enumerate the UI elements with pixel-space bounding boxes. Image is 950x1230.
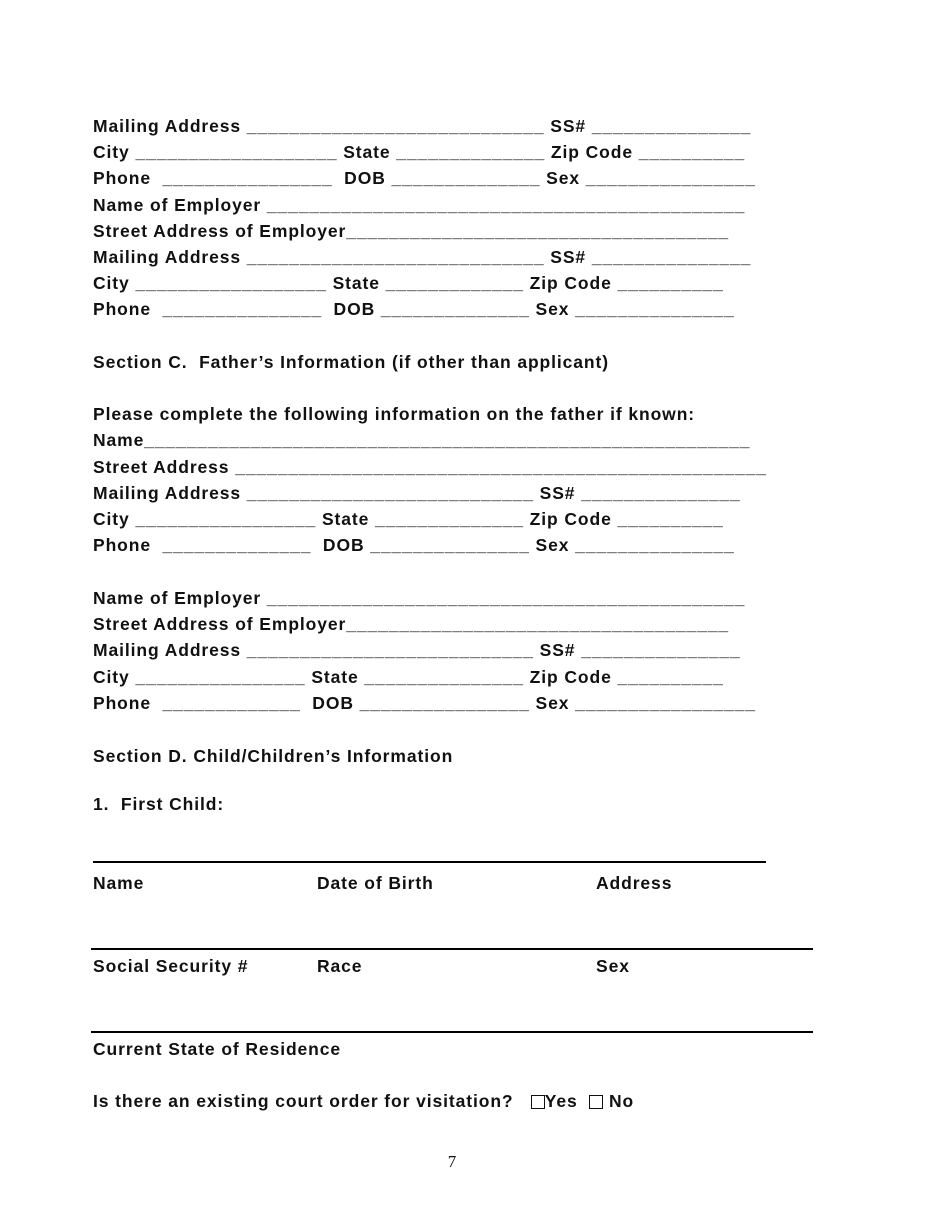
ssn-blank[interactable]: _______________ [591,116,752,136]
yes-label: Yes [544,1091,578,1111]
father-employer-name-line [93,588,745,608]
zip-label: Zip Code [529,667,612,687]
employer-name-blank[interactable]: _____________________________________________ [266,588,746,608]
section-c-heading: Section C. Father’s Information (if other than applicant) [93,352,609,372]
phone-dob-sex-line [93,168,756,188]
ssn-label: SS# [550,116,587,136]
city-label: City [93,667,130,687]
mailing-address-label: Mailing Address [93,247,242,267]
sex-blank[interactable]: _______________ [575,535,735,555]
zip-blank[interactable]: __________ [638,142,746,162]
ssn-blank[interactable]: _______________ [591,247,752,267]
city-state-zip-line [93,142,745,162]
employer-address-label: Street Address of Employer [93,221,347,241]
child-residence-rule[interactable] [91,1031,813,1033]
zip-blank[interactable]: __________ [617,509,724,529]
employer-city-line [93,273,724,293]
phone-blank[interactable]: _______________ [162,299,323,319]
visitation-question: Is there an existing court order for visitation? [93,1091,514,1111]
state-label: State [343,142,391,162]
col-name-label: Name [93,873,145,893]
employer-phone-line [93,299,735,319]
dob-blank[interactable]: ______________ [380,299,530,319]
sex-blank[interactable]: _________________ [575,693,756,713]
phone-blank[interactable]: ______________ [162,535,312,555]
father-name-line [93,430,750,450]
employer-name-line [93,195,745,215]
ssn-label: SS# [539,483,576,503]
city-label: City [93,509,130,529]
col-address-label: Address [596,873,673,893]
sex-label: Sex [535,693,570,713]
street-address-blank[interactable]: __________________________________________________ [235,457,767,477]
page-number: 7 [447,1152,457,1171]
zip-blank[interactable]: __________ [617,273,724,293]
father-name-label: Name [93,430,145,450]
state-blank[interactable]: _____________ [385,273,524,293]
father-employer-phone-line [93,693,756,713]
zip-label: Zip Code [529,509,612,529]
zip-label: Zip Code [529,273,612,293]
employer-name-label: Name of Employer [93,195,262,215]
street-address-label: Street Address [93,457,230,477]
state-label: State [321,509,370,529]
mailing-address-label: Mailing Address [93,640,242,660]
city-blank[interactable]: ________________ [135,667,306,687]
employer-address-blank[interactable]: ____________________________________ [346,614,730,634]
mailing-address-blank[interactable]: ___________________________ [246,483,534,503]
col-ssn-label: Social Security # [93,956,249,976]
father-name-blank[interactable]: _________________________________________________________ [144,430,751,450]
city-blank[interactable]: _________________ [135,509,317,529]
employer-mailing-line [93,247,751,267]
sex-label: Sex [546,168,580,188]
phone-label: Phone [93,299,151,319]
dob-blank[interactable]: _______________ [370,535,530,555]
father-city-line [93,509,724,529]
sex-label: Sex [535,299,570,319]
no-label: No [608,1091,635,1111]
zip-label: Zip Code [550,142,633,162]
mailing-address-blank[interactable]: ____________________________ [246,247,545,267]
father-employer-address-line [93,614,729,634]
zip-blank[interactable]: __________ [617,667,724,687]
dob-label: DOB [312,693,354,713]
phone-label: Phone [93,168,151,188]
city-blank[interactable]: ___________________ [135,142,338,162]
sex-blank[interactable]: ________________ [585,168,756,188]
child-name-rule[interactable] [93,861,766,863]
ssn-label: SS# [550,247,587,267]
father-phone-line [93,535,735,555]
phone-blank[interactable]: _____________ [162,693,301,713]
dob-label: DOB [333,299,376,319]
mailing-address-line [93,116,751,136]
mailing-address-blank[interactable]: ___________________________ [246,640,534,660]
dob-label: DOB [322,535,365,555]
child-ssn-rule[interactable] [91,948,813,950]
state-blank[interactable]: _______________ [364,667,524,687]
dob-blank[interactable]: ________________ [359,693,530,713]
father-mailing-line [93,483,741,503]
section-d-heading: Section D. Child/Children’s Information [93,746,454,766]
state-label: State [311,667,359,687]
employer-address-blank[interactable]: ____________________________________ [346,221,730,241]
employer-address-line [93,221,729,241]
city-label: City [93,273,130,293]
state-label: State [332,273,380,293]
dob-label: DOB [344,168,386,188]
mailing-address-blank[interactable]: ____________________________ [246,116,545,136]
ssn-blank[interactable]: _______________ [581,483,741,503]
sex-label: Sex [535,535,570,555]
col-dob-label: Date of Birth [317,873,434,893]
father-employer-mailing-line [93,640,741,660]
employer-name-blank[interactable]: _____________________________________________ [266,195,746,215]
mailing-address-label: Mailing Address [93,116,242,136]
ssn-blank[interactable]: _______________ [581,640,741,660]
visitation-question-line [93,1091,634,1111]
col-sex-label: Sex [596,956,630,976]
section-c-intro: Please complete the following information on the father if known: [93,404,696,424]
yes-checkbox[interactable] [531,1095,545,1109]
mailing-address-label: Mailing Address [93,483,242,503]
employer-name-label: Name of Employer [93,588,262,608]
father-street-line [93,457,767,477]
phone-blank[interactable]: ________________ [162,168,333,188]
state-blank[interactable]: ______________ [375,509,524,529]
father-employer-city-line [93,667,724,687]
city-label: City [93,142,130,162]
first-child-label: 1. First Child: [93,794,225,814]
col-race-label: Race [317,956,363,976]
city-blank[interactable]: __________________ [135,273,327,293]
dob-blank[interactable]: ______________ [391,168,541,188]
state-blank[interactable]: ______________ [396,142,546,162]
sex-blank[interactable]: _______________ [575,299,735,319]
current-state-label: Current State of Residence [93,1039,342,1059]
phone-label: Phone [93,693,151,713]
ssn-label: SS# [539,640,576,660]
no-checkbox[interactable] [589,1095,603,1109]
phone-label: Phone [93,535,151,555]
employer-address-label: Street Address of Employer [93,614,347,634]
